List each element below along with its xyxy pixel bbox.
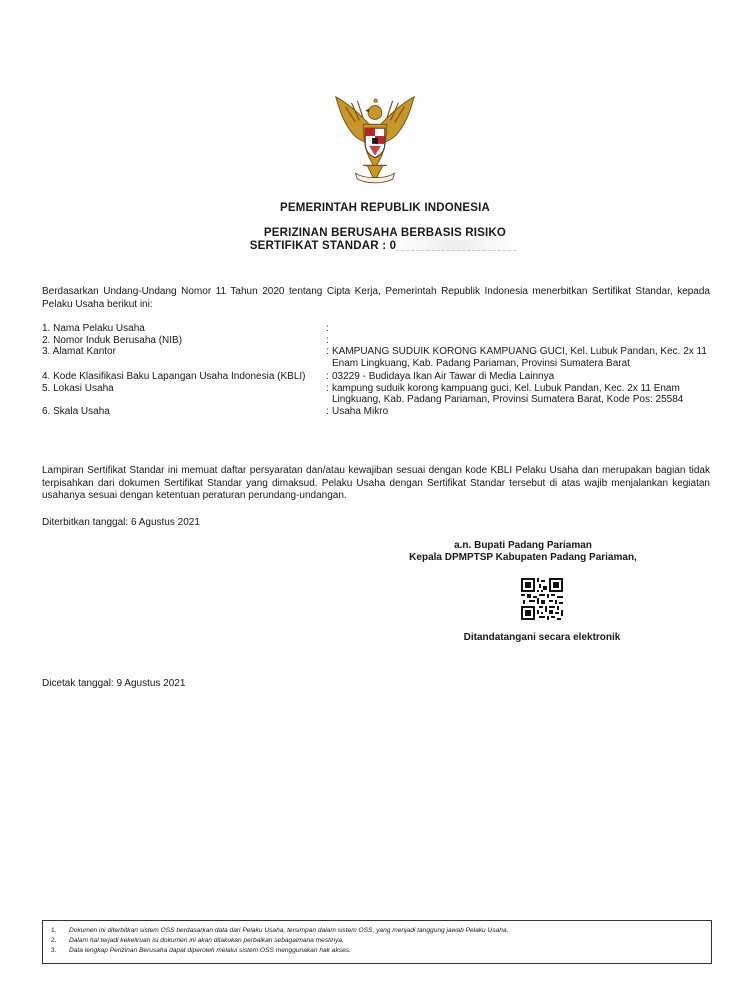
garuda-emblem-icon (326, 88, 424, 188)
footnote-item (51, 936, 703, 946)
field-business-scale: 6. Skala Usaha : Usaha Mikro (42, 406, 710, 418)
field-business-name: 1. Nama Pelaku Usaha : (42, 323, 710, 335)
business-details (42, 323, 710, 417)
electronic-signature-note: Ditandatangani secara elektronik (463, 632, 621, 643)
field-label: 5. Lokasi Usaha (42, 382, 114, 394)
footnote-text: Dalam hal terjadi kekeliruan isi dokumen ini akan dilakukan perbaikan sebagaimana mestinya. (69, 937, 344, 944)
certificate-title (8, 240, 750, 252)
field-value: Usaha Mikro (332, 405, 389, 417)
redacted-number (396, 240, 516, 251)
field-label: 4. Kode Klasifikasi Baku Lapangan Usaha Indonesia (KBLI) (42, 371, 306, 382)
license-title: PERIZINAN BERUSAHA BERBASIS RISIKO (263, 227, 507, 239)
field-label: 6. Skala Usaha (42, 405, 110, 417)
field-label: 2. Nomor Induk Berusaha (NIB) (42, 334, 183, 346)
footnote-text: Data lengkap Perizinan Berusaha dapat diperoleh melalui sistem OSS menggunakan hak akses. (69, 947, 351, 954)
government-title: PEMERINTAH REPUBLIK INDONESIA (279, 202, 491, 214)
attachment-paragraph: Lampiran Sertifikat Standar ini memuat daftar persyaratan dan/atau kewajiban sesuai dengan kode KBLI Pelaku Usaha dan merupakan bagian tidak terpisahkan dari dokumen Sertifikat Standar yang dimaksud. Pelaku Usaha dengan Sertifikat Standar tersebut di atas wajib menjalankan kegiatan usahanya sesuai dengan ketentuan peraturan perundang-undangan. (42, 465, 710, 501)
printed-date: Dicetak tanggal: 9 Agustus 2021 (42, 678, 186, 689)
field-label: 1. Nama Pelaku Usaha (42, 323, 145, 334)
field-value: kampung suduik korong kampuang guci, Kel. Lubuk Pandan, Kec. 2x 11 Enam Lingkuang, Kab. Padang Pariaman, Provinsi Sumatera Barat, Kode Pos: 25584 (332, 382, 684, 405)
signature-on-behalf: a.n. Bupati Padang Pariaman (454, 540, 592, 551)
footnote-text: Dokumen ini diterbitkan sistem OSS berdasarkan data dari Pelaku Usaha, tersimpan dalam sistem OSS, yang menjadi tanggung jawab Pelaku Usaha. (69, 927, 509, 934)
qr-code-icon (521, 578, 563, 620)
footnote-number: 3. (51, 947, 57, 954)
field-business-location: 5. Lokasi Usaha : kampung suduik korong kampuang guci, Kel. Lubuk Pandan, Kec. 2x 11 Enam Lingkuang, Kab. Padang Pariaman, Provinsi Sumatera Barat, Kode Pos: 25584 (42, 383, 710, 406)
intro-paragraph: Berdasarkan Undang-Undang Nomor 11 Tahun 2020 tentang Cipta Kerja, Pemerintah Republik Indonesia menerbitkan Sertifikat Standar, kepada Pelaku Usaha berikut ini: (42, 286, 710, 310)
field-kbli: 4. Kode Klasifikasi Baku Lapangan Usaha Indonesia (KBLI) : 03229 - Budidaya Ikan Air Tawar di Media Lainnya (42, 371, 710, 383)
footnote-item (51, 946, 703, 956)
issued-date: Diterbitkan tanggal: 6 Agustus 2021 (42, 517, 200, 528)
field-nib: 2. Nomor Induk Berusaha (NIB) : (42, 335, 710, 347)
certificate-label: SERTIFIKAT STANDAR : (249, 240, 387, 252)
footnote-number: 1. (51, 927, 57, 934)
field-value: 03229 - Budidaya Ikan Air Tawar di Media Lainnya (332, 371, 555, 382)
field-value (332, 335, 710, 347)
footnote-number: 2. (51, 937, 57, 944)
certificate-number-visible: 0 (389, 240, 397, 252)
signature-official: Kepala DPMPTSP Kabupaten Padang Pariaman, (409, 552, 637, 563)
field-value: KAMPUANG SUDUIK KORONG KAMPUANG GUCI, Kel. Lubuk Pandan, Kec. 2x 11 Enam Lingkuang, Kab. Padang Pariaman, Provinsi Sumatera Barat (332, 346, 707, 369)
field-office-address: 3. Alamat Kantor : KAMPUANG SUDUIK KORONG KAMPUANG GUCI, Kel. Lubuk Pandan, Kec. 2x 11 Enam Lingkuang, Kab. Padang Pariaman, Provinsi Sumatera Barat (42, 346, 710, 369)
certificate-number (390, 240, 517, 252)
field-label: 3. Alamat Kantor (42, 346, 116, 357)
footnotes-box (42, 920, 712, 964)
field-value (332, 323, 710, 335)
footnote-item (51, 926, 703, 936)
